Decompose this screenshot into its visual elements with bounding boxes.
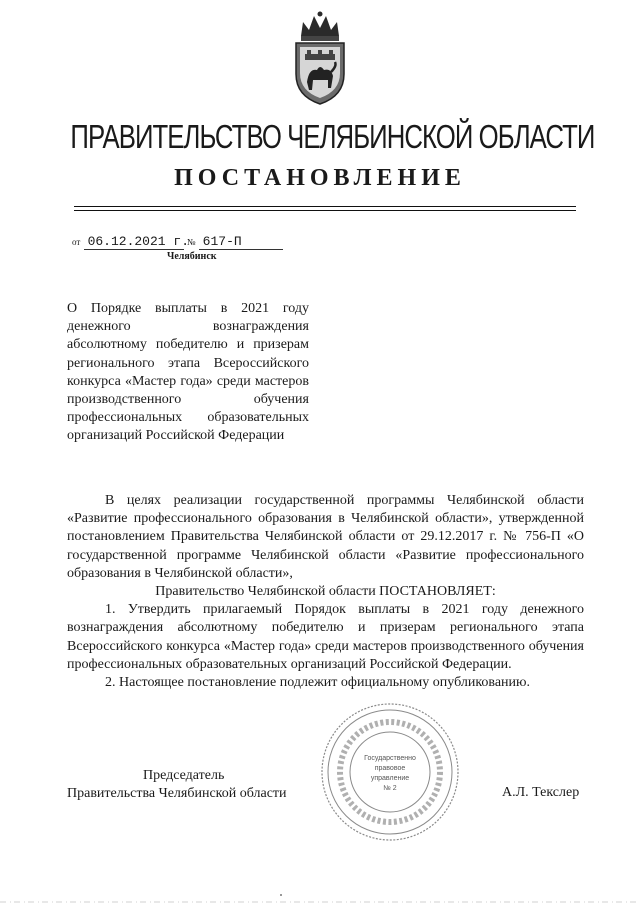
resolution-statement: Правительство Челябинской области ПОСТАНОВЛЯЕТ: [155, 584, 496, 600]
signatory-position-line1: Председатель [143, 768, 225, 783]
government-title: ПРАВИТЕЛЬСТВО ЧЕЛЯБИНСКОЙ ОБЛАСТИ [70, 118, 595, 155]
seal-text-line1: Государственно [364, 755, 416, 762]
seal-text-line4: № 2 [383, 785, 397, 792]
seal-text-line2: правовое [374, 765, 406, 772]
document-type: ПОСТАНОВЛЕНИЕ [174, 165, 466, 191]
header-rule [74, 206, 576, 207]
scan-edge-marks [0, 893, 640, 905]
header-rule-thin [74, 210, 576, 211]
document-number: 617-П [199, 234, 283, 250]
document-city: Челябинск [167, 251, 217, 262]
document-meta [72, 233, 283, 250]
signatory-position [67, 767, 287, 803]
date-label: от [72, 237, 81, 247]
document-body [67, 492, 584, 692]
document-date: 06.12.2021 г. [84, 234, 184, 250]
chelyabinsk-coat-of-arms-icon [287, 10, 353, 106]
official-seal-icon [318, 700, 462, 844]
signatory-position-line2: Правительства Челябинской области [67, 786, 287, 802]
number-label: № [186, 237, 196, 247]
body-paragraph: 2. Настоящее постановление подлежит официальному опубликованию. [105, 675, 530, 691]
body-paragraph: В целях реализации государственной программы Челябинской области «Развитие профессионального образования в Челябинской области», утвержденной постановлением Правительства Челябинской области от 29.12.2017 г. № 756-П «О государственной программе Челябинской области «Развитие профессионального образования в Челябинской области», [67, 493, 584, 581]
document-subject: О Порядке выплаты в 2021 году денежного вознаграждения абсолютному победителю и призерам регионального этапа Всероссийского конкурса «Мастер года» среди мастеров производственного обучения профессиональных образовательных организаций Российской Федерации [67, 301, 309, 444]
signatory-name: А.Л. Текслер [502, 785, 580, 800]
body-paragraph: 1. Утвердить прилагаемый Порядок выплаты в 2021 году денежного вознаграждения абсолютному победителю и призерам регионального этапа Всероссийского конкурса «Мастер года» среди мастеров производственного обучения профессиональных образовательных организаций Российской Федерации. [67, 602, 584, 672]
seal-text-line3: управление [370, 775, 410, 782]
